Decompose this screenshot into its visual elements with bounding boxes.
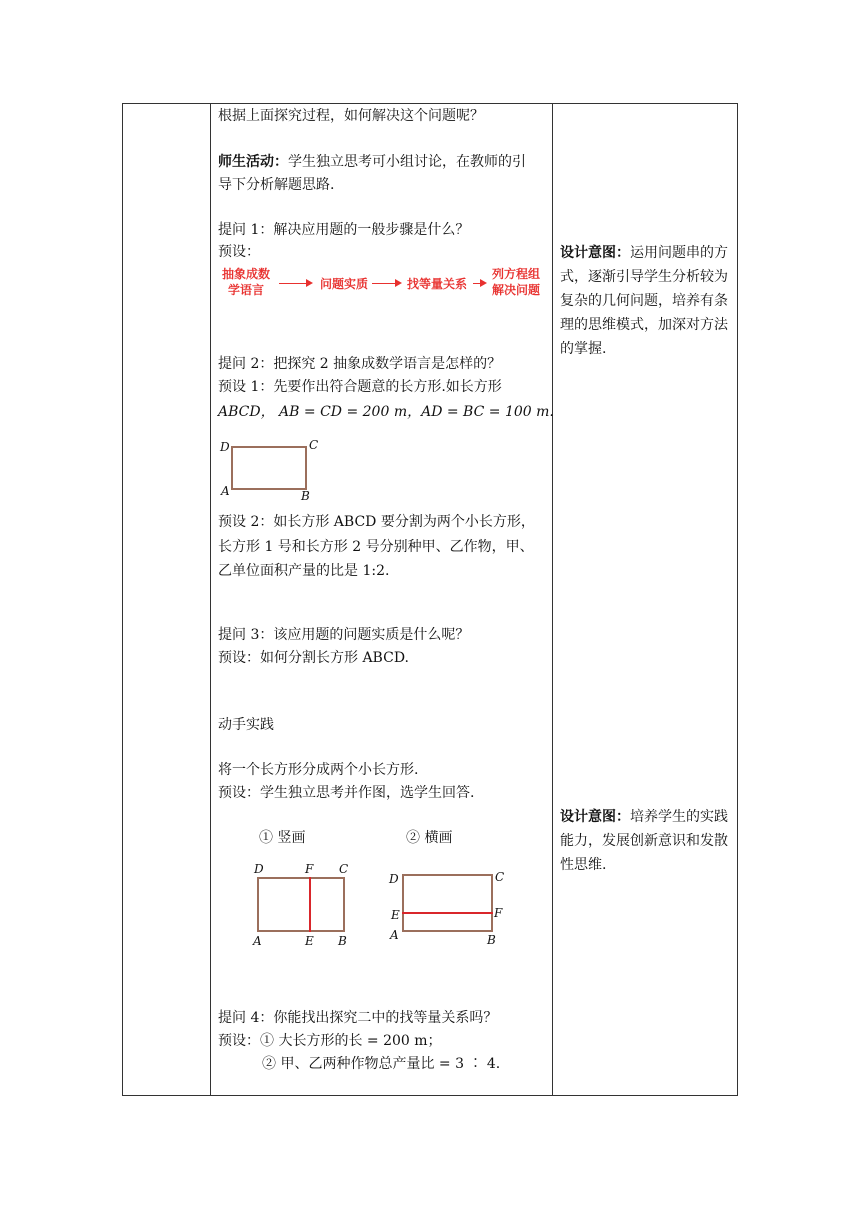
- vertical-divider-line: [309, 877, 311, 932]
- figure-1-rectangle: [257, 877, 345, 932]
- intro-text: 根据上面探究过程，如何解决这个问题呢？: [218, 108, 484, 124]
- flow-step-essence: 问题实质: [319, 277, 368, 291]
- label-a: A: [221, 484, 230, 498]
- fig1-label-c: C: [339, 862, 349, 876]
- q4-preset-1: 预设：① 大长方形的长 = 200 m；: [218, 1033, 442, 1049]
- activity-line: [218, 152, 526, 172]
- design-intent-2: [560, 805, 732, 877]
- practice-preset: 预设：学生独立思考并作图，选学生回答.: [218, 785, 475, 801]
- fig1-label-f: F: [305, 862, 314, 876]
- figure-2-rectangle: [402, 874, 493, 932]
- practice-task: 将一个长方形分成两个小长方形.: [218, 762, 419, 778]
- design-intent-text: 运用问题串的方式，逐渐引导学生分析较为复杂的几何问题，培养有条理的思维模式，加深对方法的掌握.: [560, 245, 728, 357]
- practice-title: 动手实践: [218, 717, 274, 733]
- fig2-label-c: C: [495, 870, 505, 884]
- flow-step-solve: 列方程组 解决问题: [491, 267, 540, 297]
- fig1-label-a: A: [253, 934, 262, 948]
- rectangle-abcd: [231, 446, 307, 490]
- flow-step-abstract: 抽象成数 学语言: [221, 267, 270, 297]
- fig1-label-e: E: [305, 934, 314, 948]
- column-divider: [552, 104, 553, 1095]
- label-d: D: [220, 440, 230, 454]
- figure-1-caption: ① 竖画: [259, 830, 306, 846]
- flow-arrow-icon: [473, 283, 485, 284]
- fig2-label-e: E: [391, 908, 400, 922]
- activity-label: 师生活动：: [218, 154, 288, 170]
- design-intent-1: [560, 241, 732, 361]
- preset-2-line1: 预设 2：如长方形 ABCD 要分割为两个小长方形，: [218, 514, 535, 530]
- fig2-label-b: B: [487, 933, 496, 947]
- figure-2-caption: ② 横画: [406, 830, 453, 846]
- preset-3: 预设：如何分割长方形 ABCD.: [218, 650, 409, 666]
- flow-arrow-icon: [279, 283, 311, 284]
- preset-2-line3: 乙单位面积产量的比是 1:2.: [218, 563, 390, 579]
- activity-text: 学生独立思考可小组讨论，在教师的引: [288, 154, 526, 170]
- column-divider: [210, 104, 211, 1095]
- flow-arrow-icon: [372, 283, 400, 284]
- preset-2-line2: 长方形 1 号和长方形 2 号分别种甲、乙作物，甲、: [218, 539, 534, 555]
- activity-text-cont: 导下分析解题思路.: [218, 177, 335, 193]
- question-2: 提问 2：把探究 2 抽象成数学语言是怎样的？: [218, 356, 502, 372]
- preset-1-line2: ABCD， AB = CD = 200 m，AD = BC = 100 m.: [218, 404, 554, 420]
- design-intent-text: 培养学生的实践能力，发展创新意识和发散性思维.: [560, 809, 728, 873]
- fig2-label-a: A: [390, 928, 399, 942]
- design-intent-label: 设计意图：: [560, 809, 630, 825]
- q4-preset-2: ② 甲、乙两种作物总产量比 = 3 ∶ 4.: [262, 1056, 501, 1072]
- question-1: 提问 1：解决应用题的一般步骤是什么？: [218, 222, 470, 238]
- flow-step-relation: 找等量关系: [406, 277, 467, 291]
- fig1-label-b: B: [338, 934, 347, 948]
- question-3: 提问 3：该应用题的问题实质是什么呢？: [218, 627, 470, 643]
- horizontal-divider-line: [402, 912, 493, 914]
- preset-1-line1: 预设 1：先要作出符合题意的长方形.如长方形: [218, 379, 502, 395]
- preset-label: 预设：: [218, 244, 260, 260]
- label-b: B: [301, 489, 310, 503]
- label-c: C: [309, 438, 319, 452]
- fig1-label-d: D: [254, 862, 264, 876]
- fig2-label-f: F: [494, 906, 503, 920]
- question-4: 提问 4：你能找出探究二中的找等量关系吗？: [218, 1010, 498, 1026]
- design-intent-label: 设计意图：: [560, 245, 630, 261]
- fig2-label-d: D: [389, 872, 399, 886]
